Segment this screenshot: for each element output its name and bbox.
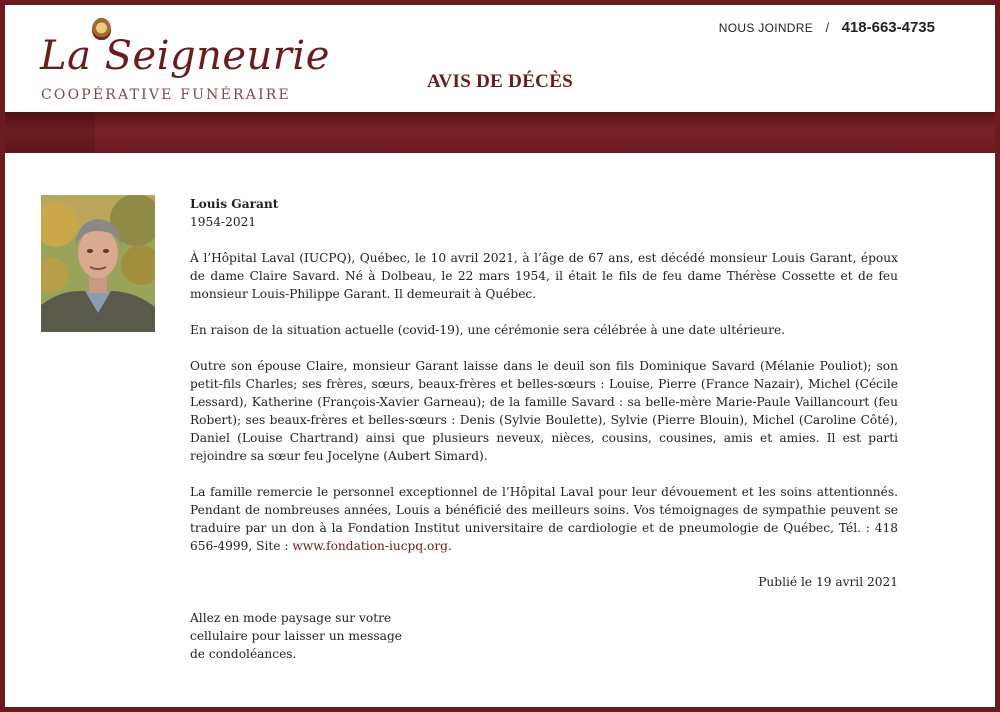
mobile-condolence-note [190,609,898,663]
obituary-paragraph-1: À l’Hôpital Laval (IUCPQ), Québec, le 10 avril 2021, à l’âge de 67 ans, est décédé monsieur Louis Garant, époux de dame Claire Savard. Né à Dolbeau, le 22 mars 1954, il était le fils de feu dame Thérèse Cossette et de feu monsieur Louis-Philippe Garant. Il demeurait à Québec. [190,251,898,301]
publication-date: Publié le 19 avril 2021 [758,575,898,589]
portrait-image [41,195,155,332]
phone-number[interactable]: 418-663-4735 [841,19,935,36]
obituary-content [190,195,898,681]
paragraph-4-end: . [447,539,452,553]
obituary-paragraph-2: En raison de la situation actuelle (covid-19), une cérémonie sera célébrée à une date ultérieure. [190,323,786,337]
foundation-link[interactable]: www.fondation-iucpq.org [292,539,448,553]
site-header [5,5,995,112]
brand-subtitle: COOPÉRATIVE FUNÉRAIRE [41,87,291,103]
header-band [5,112,995,153]
band-left-tab [5,112,95,153]
brand-logo[interactable]: La Seigneurie [40,33,330,79]
deceased-photo [41,195,155,332]
page-title: AVIS DE DÉCÈS [426,71,574,92]
mobile-note-line-1: Allez en mode paysage sur votre [190,611,392,625]
mobile-note-line-3: de condoléances. [190,647,297,661]
page-frame [5,5,995,707]
obituary-paragraph-3: Outre son épouse Claire, monsieur Garant laisse dans le deuil son fils Dominique Savard (Mélanie Pouliot); son petit-fils Charles; ses frères, sœurs, beaux-frères et belles-sœurs : Louise, Pierre (France Nazair), Michel (Cécile Lessard), Katherine (François-Xavier Garneau); de la famille Savard : sa belle-mère Marie-Paule Vaillancourt (feu Robert); ses beaux-frères et belles-sœurs : Denis (Sylvie Boulette), Sylvie (Pierre Blouin), Michel (Caroline Côté), Daniel (Louise Chartrand) ainsi que plusieurs neveux, nièces, cousins, cousines, amis et amies. Il est parti rejoindre sa sœur feu Jocelyne (Aubert Simard). [190,359,898,463]
contact-bar [719,19,935,37]
paragraph-4-text: La famille remercie le personnel exceptionnel de l’Hôpital Laval pour leur dévouement et les soins attentionnés. Pendant de nombreuses années, Louis a bénéficié des meilleurs soins. Vos témoignages de sympathie peuvent se traduire par un don à la Fondation Institut universitaire de cardiologie et de pneumologie de Québec, Tél. : 418 656-4999, Site : [190,485,898,553]
deceased-years: 1954-2021 [190,215,257,229]
obituary-paragraph-4 [190,483,898,555]
contact-separator: / [825,20,830,35]
deceased-name: Louis Garant [190,197,279,211]
mobile-note-line-2: cellulaire pour laisser un message [190,629,402,643]
contact-link[interactable]: NOUS JOINDRE [718,21,814,35]
